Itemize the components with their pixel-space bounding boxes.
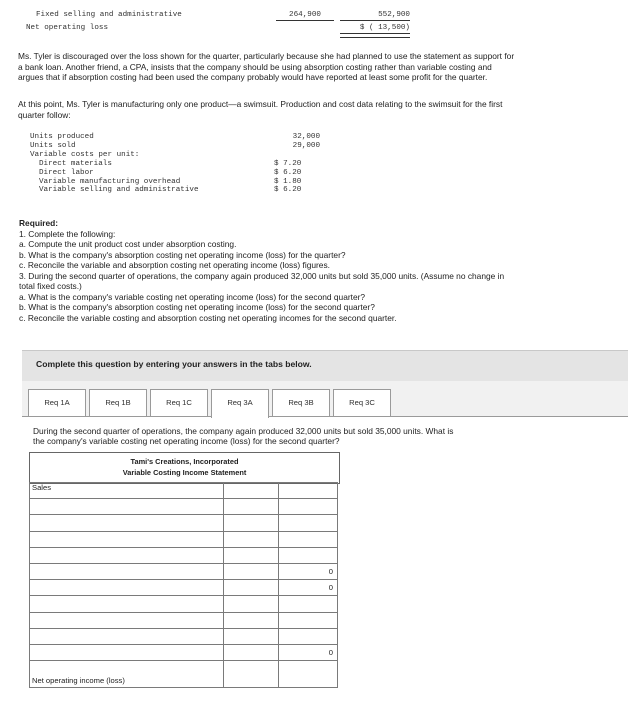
worksheet-total-cell[interactable]: 0 — [279, 563, 338, 579]
complete-question-text: Complete this question by entering your answers in the tabs below. — [36, 359, 312, 369]
production-line: quarter follow: — [18, 109, 71, 120]
worksheet-row — [30, 483, 338, 499]
worksheet-input-cell[interactable] — [279, 628, 338, 644]
worksheet-input-cell[interactable] — [224, 499, 279, 515]
required-item: total fixed costs.) — [19, 281, 82, 291]
tab-req-3a[interactable]: Req 3A — [211, 389, 269, 418]
double-underline — [340, 37, 410, 38]
worksheet-row-net-operating-income — [30, 661, 338, 688]
worksheet-row — [30, 628, 338, 644]
worksheet-label-cell[interactable] — [30, 563, 224, 579]
data-row — [30, 133, 320, 142]
required-item: b. What is the company's absorption costing net operating income (loss) for the second quarter? — [19, 302, 375, 312]
question-line: During the second quarter of operations, the company again produced 32,000 units but sold 35,000 units. What is — [33, 426, 454, 436]
worksheet-total-cell[interactable]: 0 — [279, 644, 338, 660]
worksheet-header — [29, 452, 340, 484]
data-row-label: Direct materials — [39, 159, 112, 168]
tab-req-1b[interactable]: Req 1B — [89, 389, 147, 416]
data-row — [30, 186, 320, 195]
worksheet-input-cell[interactable] — [279, 596, 338, 612]
worksheet-label-cell[interactable] — [30, 644, 224, 660]
statement-value-fixed-selling-col1: 264,900 — [276, 11, 334, 21]
worksheet-label-cell[interactable] — [30, 483, 224, 499]
data-row — [30, 142, 320, 151]
intro-line: argues that if absorption costing had been used the company probably would have reported at least some profit for the quarter. — [18, 72, 488, 82]
worksheet-input-cell[interactable] — [224, 596, 279, 612]
worksheet-row — [30, 563, 338, 579]
intro-line: a bank loan. Another friend, a CPA, insists that the company should be using absorption costing rather than variable costing and — [18, 61, 492, 72]
worksheet-input-cell[interactable] — [279, 499, 338, 515]
worksheet-row — [30, 596, 338, 612]
data-row-value: $ 1.80 — [274, 177, 302, 186]
worksheet-label-cell[interactable] — [30, 547, 224, 563]
worksheet-input-cell[interactable] — [224, 563, 279, 579]
question-text — [33, 427, 623, 446]
required-section — [19, 218, 631, 323]
data-row-value: 29,000 — [292, 141, 320, 150]
statement-value-fixed-selling-col2: 552,900 — [340, 11, 410, 21]
worksheet-label-cell[interactable] — [30, 612, 224, 628]
worksheet-input-cell[interactable] — [279, 515, 338, 531]
worksheet-label-cell[interactable] — [30, 661, 224, 688]
required-heading: Required: — [19, 218, 59, 228]
worksheet-input-cell[interactable] — [224, 628, 279, 644]
worksheet-row-label: Sales — [32, 483, 51, 492]
worksheet-row — [30, 499, 338, 515]
data-row-label: Units produced — [30, 133, 94, 141]
worksheet-row — [30, 515, 338, 531]
worksheet-input-cell[interactable] — [279, 612, 338, 628]
data-row-value: $ 6.20 — [274, 168, 302, 177]
worksheet-input-cell[interactable] — [224, 515, 279, 531]
intro-paragraph — [18, 51, 630, 83]
worksheet-input-cell[interactable] — [279, 483, 338, 499]
net-operating-income-label: Net operating income (loss) — [32, 676, 125, 686]
required-item: 1. Complete the following: — [19, 228, 116, 239]
production-line: At this point, Ms. Tyler is manufacturing only one product—a swimsuit. Production and cost data relating to the swimsuit for the first — [18, 99, 503, 109]
worksheet-input-cell[interactable] — [224, 483, 279, 499]
worksheet-statement-title: Variable Costing Income Statement — [122, 468, 247, 477]
worksheet-row — [30, 644, 338, 660]
required-item: b. What is the company's absorption costing net operating income (loss) for the quarter? — [19, 249, 346, 260]
required-item: a. What is the company's variable costing net operating income (loss) for the second quarter? — [19, 291, 366, 302]
worksheet-input-cell[interactable] — [279, 547, 338, 563]
data-row-value — [280, 151, 320, 160]
data-row-value: $ 6.20 — [274, 186, 302, 195]
tab-strip — [22, 381, 628, 417]
worksheet-label-cell[interactable] — [30, 628, 224, 644]
worksheet-input-cell[interactable] — [224, 580, 279, 596]
complete-question-banner — [22, 350, 628, 382]
required-item: 3. During the second quarter of operations, the company again produced 32,000 units but sold 35,000 units. (Assume no change in — [19, 270, 505, 281]
required-item: c. Reconcile the variable and absorption costing net operating income (loss) figures. — [19, 260, 330, 270]
statement-row-label-fixed-selling: Fixed selling and administrative — [36, 11, 182, 19]
worksheet-row — [30, 580, 338, 596]
worksheet-row — [30, 531, 338, 547]
required-item: a. Compute the unit product cost under absorption costing. — [19, 239, 237, 249]
worksheet-input-cell[interactable] — [224, 612, 279, 628]
data-row — [30, 169, 320, 178]
production-paragraph — [18, 99, 630, 120]
worksheet-input-cell[interactable] — [224, 661, 279, 688]
tab-req-3c[interactable]: Req 3C — [333, 389, 391, 416]
worksheet-label-cell[interactable] — [30, 515, 224, 531]
worksheet-input-cell[interactable] — [279, 531, 338, 547]
worksheet-label-cell[interactable] — [30, 499, 224, 515]
production-data-table — [30, 133, 320, 195]
worksheet-input-cell[interactable] — [279, 661, 338, 688]
worksheet-row — [30, 547, 338, 563]
worksheet-label-cell[interactable] — [30, 580, 224, 596]
data-row-label: Units sold — [30, 141, 76, 150]
worksheet-input-cell[interactable] — [224, 547, 279, 563]
tab-req-1a[interactable]: Req 1A — [28, 389, 86, 416]
worksheet-label-cell[interactable] — [30, 531, 224, 547]
data-row — [30, 151, 320, 160]
income-statement-worksheet — [29, 482, 338, 688]
worksheet-company-name: Tami's Creations, Incorporated — [130, 457, 239, 466]
data-row — [30, 178, 320, 187]
intro-line: Ms. Tyler is discouraged over the loss shown for the quarter, particularly because she had planned to use the statement as support for — [18, 51, 515, 61]
worksheet-total-cell[interactable]: 0 — [279, 580, 338, 596]
statement-value-net-operating-loss: $ ( 13,500) — [340, 24, 410, 34]
statement-row-label-net-operating-loss: Net operating loss — [26, 24, 109, 32]
data-row — [30, 160, 320, 169]
data-row-label: Variable costs per unit: — [30, 150, 140, 159]
data-row-value: $ 7.20 — [274, 159, 302, 168]
tab-req-3b[interactable]: Req 3B — [272, 389, 330, 416]
worksheet-input-cell[interactable] — [224, 644, 279, 660]
worksheet-input-cell[interactable] — [224, 531, 279, 547]
worksheet-row — [30, 612, 338, 628]
data-row-label: Variable manufacturing overhead — [39, 177, 181, 186]
data-row-value: 32,000 — [292, 133, 320, 141]
data-row-label: Direct labor — [39, 168, 94, 177]
required-item: c. Reconcile the variable costing and absorption costing net operating incomes for the second quarter. — [19, 312, 397, 323]
worksheet-label-cell[interactable] — [30, 596, 224, 612]
data-row-label: Variable selling and administrative — [39, 186, 199, 195]
question-line: the company's variable costing net operating income (loss) for the second quarter? — [33, 435, 340, 446]
tab-req-1c[interactable]: Req 1C — [150, 389, 208, 416]
